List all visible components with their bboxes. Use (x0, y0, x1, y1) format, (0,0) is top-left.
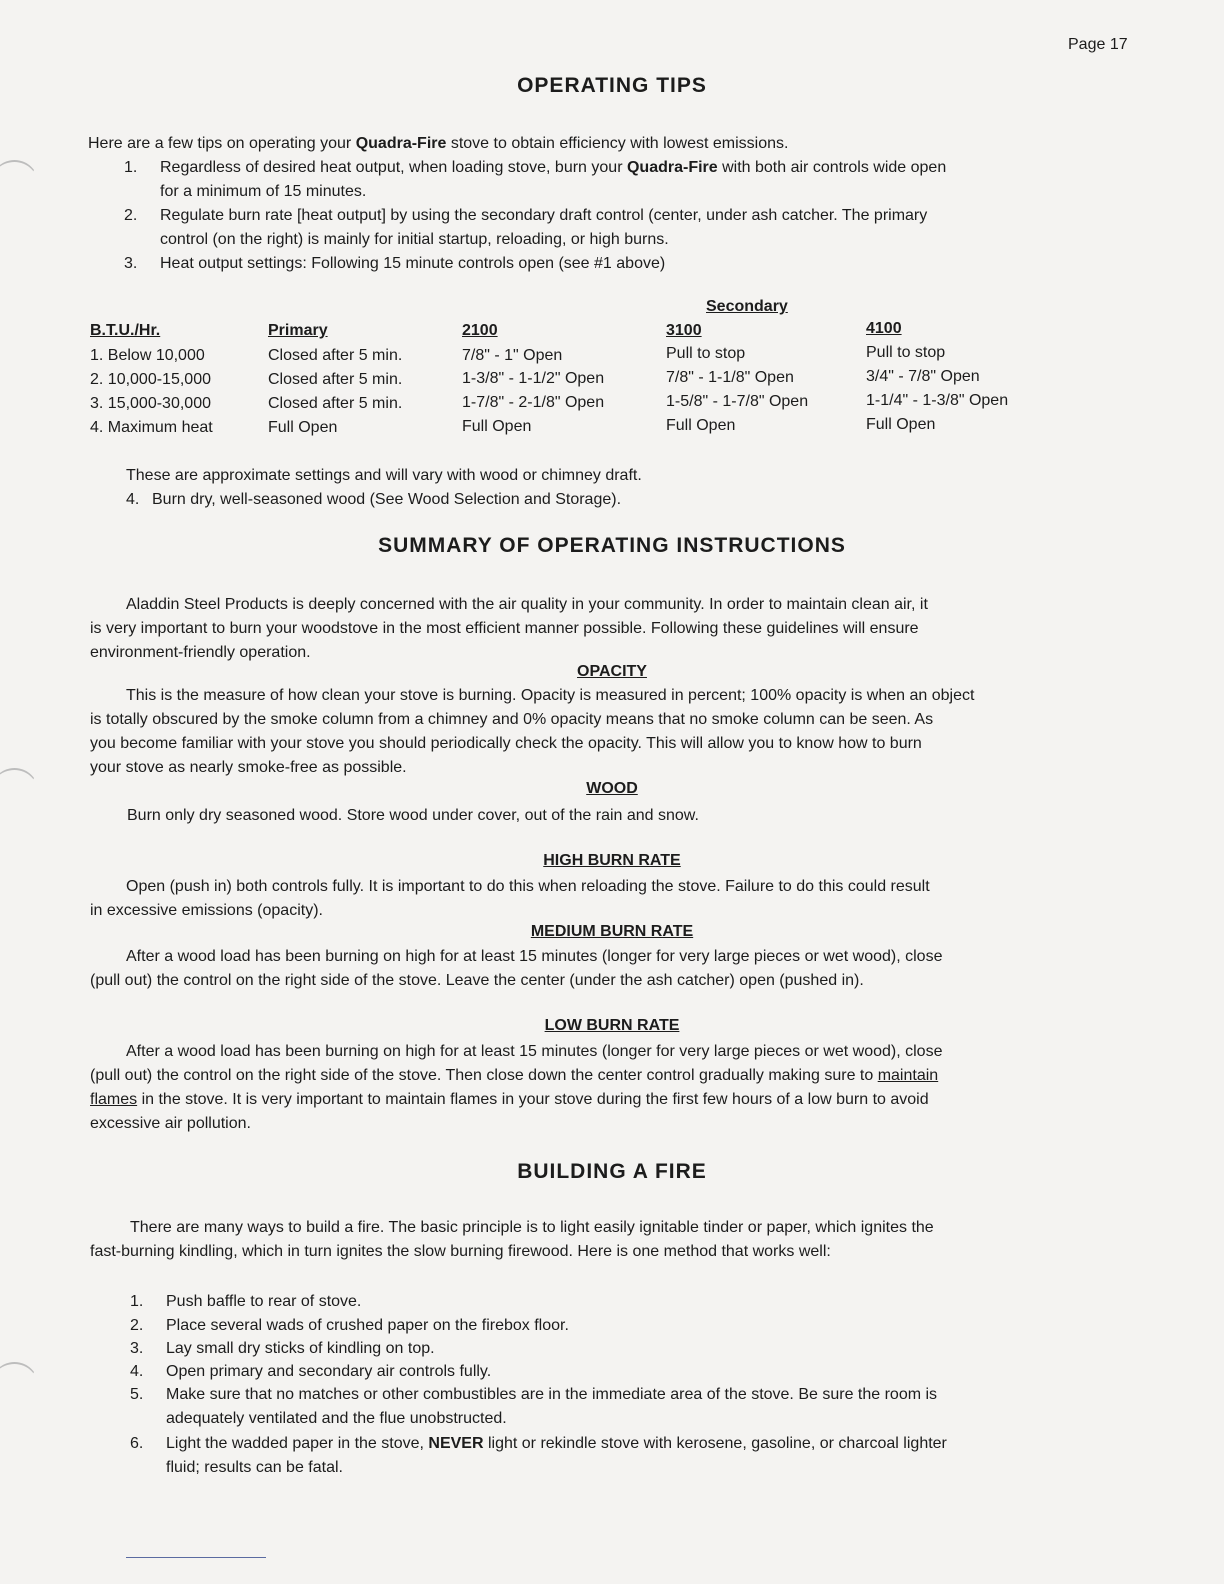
table-cell: Full Open (268, 419, 338, 436)
summary-intro (90, 593, 1140, 665)
binder-hole-top (0, 160, 39, 210)
footer-rule (126, 1557, 266, 1558)
tip-item-3 (124, 252, 1144, 276)
subheading-opacity: OPACITY (577, 663, 647, 680)
fire-step-3 (130, 1337, 1140, 1361)
table-cell: 1-1/4" - 1-3/8" Open (866, 392, 1009, 409)
list-number: 4. (126, 491, 140, 508)
tip-item-2-line-1: Regulate burn rate [heat output] by using the secondary draft control (center, under ash catcher. The primary (160, 207, 928, 224)
list-number: 2. (130, 1317, 144, 1334)
text-line: (pull out) the control on the right side of the stove. Leave the center (under the ash catcher) open (pushed in). (90, 972, 864, 989)
list-number: 2. (124, 207, 138, 224)
table-cell: Pull to stop (666, 345, 746, 362)
table-cell: 3/4" - 7/8" Open (866, 368, 980, 385)
text-line (90, 1064, 1140, 1088)
table-cell: 1-3/8" - 1-1/2" Open (462, 370, 605, 387)
table-cell: Closed after 5 min. (268, 395, 403, 412)
section-title-summary: SUMMARY OF OPERATING INSTRUCTIONS (378, 534, 846, 557)
text-line: you become familiar with your stove you should periodically check the opacity. This will allow you to know how to burn (90, 735, 922, 752)
binder-hole-bottom (0, 1362, 39, 1412)
table-cell: 1. Below 10,000 (90, 347, 205, 364)
fire-step-6-line-2: fluid; results can be fatal. (166, 1459, 343, 1476)
settings-note: These are approximate settings and will vary with wood or chimney draft. (126, 467, 642, 484)
table-header-primary: Primary (268, 322, 328, 339)
list-number: 4. (130, 1363, 144, 1380)
text-line: After a wood load has been burning on high for at least 15 minutes (longer for very large pieces or wet wood), close (126, 948, 943, 965)
subheading-low-burn-rate: LOW BURN RATE (544, 1017, 680, 1034)
text-segment: in the stove. It is very important to maintain flames in your stove during the first few hours of a low burn to avoid (137, 1091, 929, 1108)
fire-step-6 (130, 1432, 1140, 1480)
tip-item-4 (126, 488, 1026, 512)
page-number: Page 17 (1068, 36, 1128, 53)
tip-item-3-text: Heat output settings: Following 15 minute controls open (see #1 above) (160, 255, 666, 272)
intro-text-end: stove to obtain efficiency with lowest emissions. (446, 135, 789, 152)
fire-step-5-line-2: adequately ventilated and the flue unobstructed. (166, 1410, 507, 1427)
text-line: your stove as nearly smoke-free as possible. (90, 759, 407, 776)
tip-item-1-line-1 (160, 156, 946, 180)
text-segment: light or rekindle stove with kerosene, gasoline, or charcoal lighter (483, 1435, 947, 1452)
list-number: 3. (124, 255, 138, 272)
text-line: in excessive emissions (opacity). (90, 902, 323, 919)
fire-step-6-line-1 (166, 1432, 947, 1456)
text-line: After a wood load has been burning on high for at least 15 minutes (longer for very large pieces or wet wood), close (126, 1043, 943, 1060)
text-line: is totally obscured by the smoke column from a chimney and 0% opacity means that no smoke column can be seen. As (90, 711, 934, 728)
table-cell: 3. 15,000-30,000 (90, 395, 211, 412)
underlined-text: maintain (877, 1067, 939, 1084)
tip-text-end: with both air controls wide open (717, 159, 947, 176)
fire-step-text: Open primary and secondary air controls fully. (166, 1363, 492, 1380)
text-line: is very important to burn your woodstove in the most efficient manner possible. Following these guidelines will ensure (90, 620, 919, 637)
table-cell: Closed after 5 min. (268, 347, 403, 364)
subheading-wood: WOOD (586, 780, 638, 797)
table-cell: 7/8" - 1" Open (462, 347, 563, 364)
text-line: There are many ways to build a fire. The basic principle is to light easily ignitable tinder or paper, which ignites the (130, 1219, 934, 1236)
table-header-4100: 4100 (866, 320, 902, 337)
tip-item-4-text: Burn dry, well-seasoned wood (See Wood Selection and Storage). (152, 491, 622, 508)
list-number: 1. (124, 159, 138, 176)
table-header-2100: 2100 (462, 322, 498, 339)
wood-paragraph: Burn only dry seasoned wood. Store wood under cover, out of the rain and snow. (127, 807, 699, 824)
table-cell: Closed after 5 min. (268, 371, 403, 388)
table-header-btu: B.T.U./Hr. (90, 322, 161, 339)
operating-tips-intro (88, 132, 788, 156)
brand-name: Quadra-Fire (355, 135, 447, 152)
medium-burn-paragraph (90, 945, 1140, 993)
fire-step-1 (130, 1290, 1140, 1314)
section-title-building-a-fire: BUILDING A FIRE (517, 1160, 707, 1183)
section-title-operating-tips: OPERATING TIPS (517, 74, 707, 97)
tip-item-1-line-2: for a minimum of 15 minutes. (160, 183, 367, 200)
text-line: Aladdin Steel Products is deeply concerned with the air quality in your community. In order to maintain clean air, it (126, 596, 928, 613)
tip-item-2 (124, 204, 1144, 252)
fire-step-5 (130, 1383, 1140, 1431)
fire-step-text: Lay small dry sticks of kindling on top. (166, 1340, 435, 1357)
high-burn-paragraph (90, 875, 1140, 923)
brand-name: Quadra-Fire (626, 159, 718, 176)
subheading-medium-burn-rate: MEDIUM BURN RATE (530, 923, 694, 940)
list-number: 3. (130, 1340, 144, 1357)
table-cell: Full Open (462, 418, 532, 435)
text-line: excessive air pollution. (90, 1115, 251, 1132)
text-segment: Light the wadded paper in the stove, (166, 1435, 429, 1452)
tip-item-1 (124, 156, 1144, 204)
fire-step-2 (130, 1314, 1140, 1338)
table-group-header-secondary: Secondary (706, 298, 788, 315)
building-fire-intro (90, 1216, 1140, 1264)
tip-item-2-line-2: control (on the right) is mainly for initial startup, reloading, or high burns. (160, 231, 669, 248)
fire-step-text: Push baffle to rear of stove. (166, 1293, 362, 1310)
table-cell: Full Open (666, 417, 736, 434)
table-cell: 7/8" - 1-1/8" Open (666, 369, 794, 386)
table-cell: Full Open (866, 416, 936, 433)
text-segment: (pull out) the control on the right side of the stove. Then close down the center control gradually making sure to (90, 1067, 878, 1084)
tip-text: Regardless of desired heat output, when loading stove, burn your (160, 159, 627, 176)
fire-step-4 (130, 1360, 1140, 1384)
opacity-paragraph (90, 684, 1140, 780)
subheading-high-burn-rate: HIGH BURN RATE (543, 852, 681, 869)
list-number: 5. (130, 1386, 144, 1403)
fire-step-5-line-1: Make sure that no matches or other combustibles are in the immediate area of the stove. Be sure the room is (166, 1386, 938, 1403)
list-number: 6. (130, 1435, 144, 1452)
underlined-text: flames (90, 1091, 138, 1108)
list-number: 1. (130, 1293, 144, 1310)
text-line (90, 1088, 1140, 1112)
fire-step-text: Place several wads of crushed paper on the firebox floor. (166, 1317, 569, 1334)
table-cell: 2. 10,000-15,000 (90, 371, 211, 388)
table-cell: Pull to stop (866, 344, 946, 361)
intro-text: Here are a few tips on operating your (88, 135, 356, 152)
table-cell: 4. Maximum heat (90, 419, 213, 436)
text-line: fast-burning kindling, which in turn ignites the slow burning firewood. Here is one method that works well: (90, 1243, 831, 1260)
table-cell: 1-5/8" - 1-7/8" Open (666, 393, 809, 410)
table-header-3100: 3100 (666, 322, 702, 339)
table-cell: 1-7/8" - 2-1/8" Open (462, 394, 605, 411)
bold-warning: NEVER (428, 1435, 484, 1452)
text-line: Open (push in) both controls fully. It is important to do this when reloading the stove. Failure to do this could result (126, 878, 930, 895)
text-line: environment-friendly operation. (90, 644, 311, 661)
low-burn-paragraph (90, 1040, 1140, 1136)
text-line: This is the measure of how clean your stove is burning. Opacity is measured in percent; 100% opacity is when an object (126, 687, 975, 704)
